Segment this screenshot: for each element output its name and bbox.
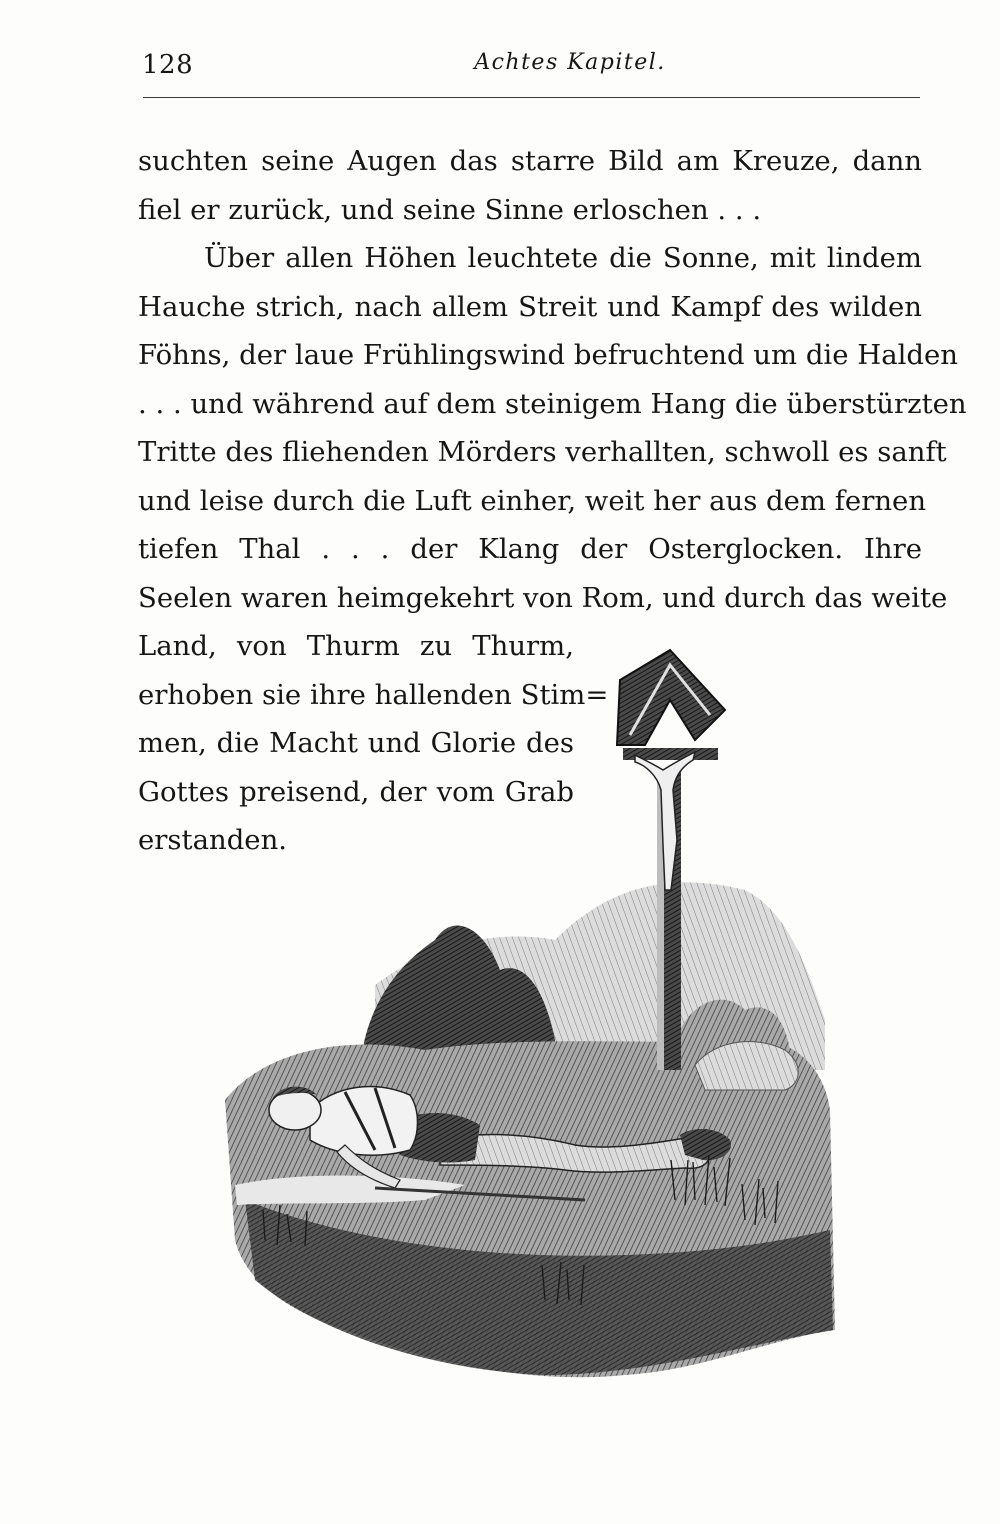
text-line: tiefen Thal . . . der Klang der Osterglocken. Ihre [138, 533, 922, 565]
text-line: erhoben sie ihre hallenden Stim= [138, 678, 609, 711]
text-line: Seelen waren heimgekehrt von Rom, und durch das weite [138, 581, 948, 614]
text-line: Hauche strich, nach allem Streit und Kampf des wilden [138, 290, 922, 323]
crucifix-figure [635, 752, 695, 890]
text-line: Föhns, der laue Frühlingswind befruchtend um die Halden [138, 339, 959, 371]
paragraph-1 [138, 137, 922, 234]
running-head: Achtes Kapitel. [474, 50, 666, 75]
header-rule [143, 97, 920, 98]
text-line: men, die Macht und Glorie des [138, 727, 574, 759]
text-line: Tritte des fliehenden Mörders verhallten, schwoll es sanft [138, 436, 947, 468]
text-line: Über allen Höhen leuchtete die Sonne, mit lindem [204, 242, 922, 274]
engraving-boy-at-wayside-cross [225, 640, 865, 1410]
text-line: fiel er zurück, und seine Sinne erloschen . . . [138, 193, 762, 226]
text-line: Gottes preisend, der vom Grab [138, 775, 574, 808]
page-number: 128 [142, 50, 194, 80]
text-line: Land, von Thurm zu Thurm, [138, 630, 574, 662]
text-line: und leise durch die Luft einher, weit her aus dem fernen [138, 484, 927, 517]
text-line: suchten seine Augen das starre Bild am Kreuze, dann [138, 145, 922, 177]
illustration-svg [225, 640, 865, 1410]
text-line: . . . und während auf dem steinigem Hang die überstürzten [138, 387, 967, 420]
text-line: erstanden. [138, 824, 288, 856]
page-header [140, 40, 920, 90]
